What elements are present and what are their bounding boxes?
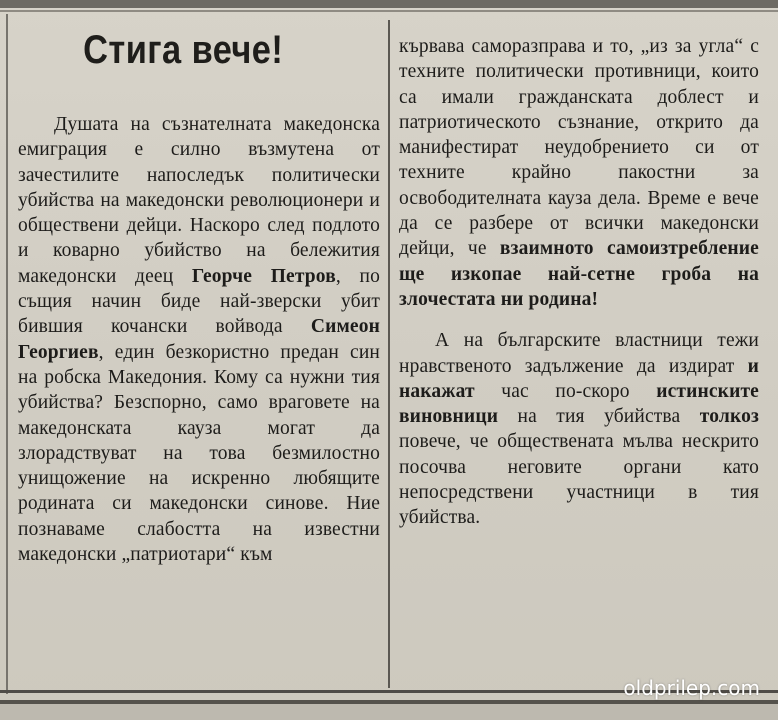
person-name-1: Георче Петров <box>191 265 336 287</box>
right-column <box>399 34 759 531</box>
top-border-rule <box>0 0 778 8</box>
person-name-2: Симеон Георгиев <box>18 316 380 363</box>
mid-text: , по същия начин биде най-зверски убит бившия кочански войвода <box>18 265 380 338</box>
left-column <box>18 112 380 567</box>
p2-start-text: А на българските властници тежи нравственото задължение да издират <box>399 330 759 377</box>
paragraph-continued <box>399 34 759 312</box>
bottom-band <box>0 704 778 720</box>
site-watermark: oldprilep.com <box>623 676 760 700</box>
p2-end-text: повече, че обществената мълва нескрито посочва неговите органи като непосредствени участници в тия убийства. <box>399 431 759 529</box>
p2-bold-3: толкоз <box>699 406 759 428</box>
p2-bold-1: и накажат <box>399 355 759 402</box>
p2-mid-2: на тия убийства <box>517 406 681 428</box>
continued-text: кървава саморазправа и то, „из за угла“ с техните политически противници, които са имали гражданската доблест и патриотическото съзнание, открито да манифестират неудобрението си от техните крайно пакостни за освободителната кауза дела. Време е вече да се разбере от всички македонски дейци, че <box>399 36 759 260</box>
article-title: Стига вече! <box>83 28 284 72</box>
top-thin-rule <box>0 10 778 12</box>
emphasis-text: взаимното самоизтребление ще изкопае най-сетне гроба на злочестата ни родина! <box>399 238 759 310</box>
paragraph-1 <box>18 112 380 567</box>
end-text: , един безкористно предан син на робска Македония. Кому са нужни тия убийства? Безспорно, само враговете на македонската кауза могат да злорадствуват на това безмилостно унищожение на искренно любящите родината си македонски синове. Ние познаваме слабостта на известни македонски „патриотари“ към <box>18 341 380 566</box>
p2-mid-1: час по-скоро <box>501 380 630 402</box>
paragraph-2 <box>399 328 759 530</box>
p2-bold-2: истинските виновници <box>399 380 759 428</box>
intro-text: Душата на съзнателната македонска емиграция е силно възмутена от зачестилите напоследък политически убийства на македонски революционери и обществени дейци. Наскоро след подлото и коварно убийство на бележития македонски деец <box>18 114 380 287</box>
column-divider <box>388 20 390 688</box>
left-border-rule <box>6 14 8 694</box>
